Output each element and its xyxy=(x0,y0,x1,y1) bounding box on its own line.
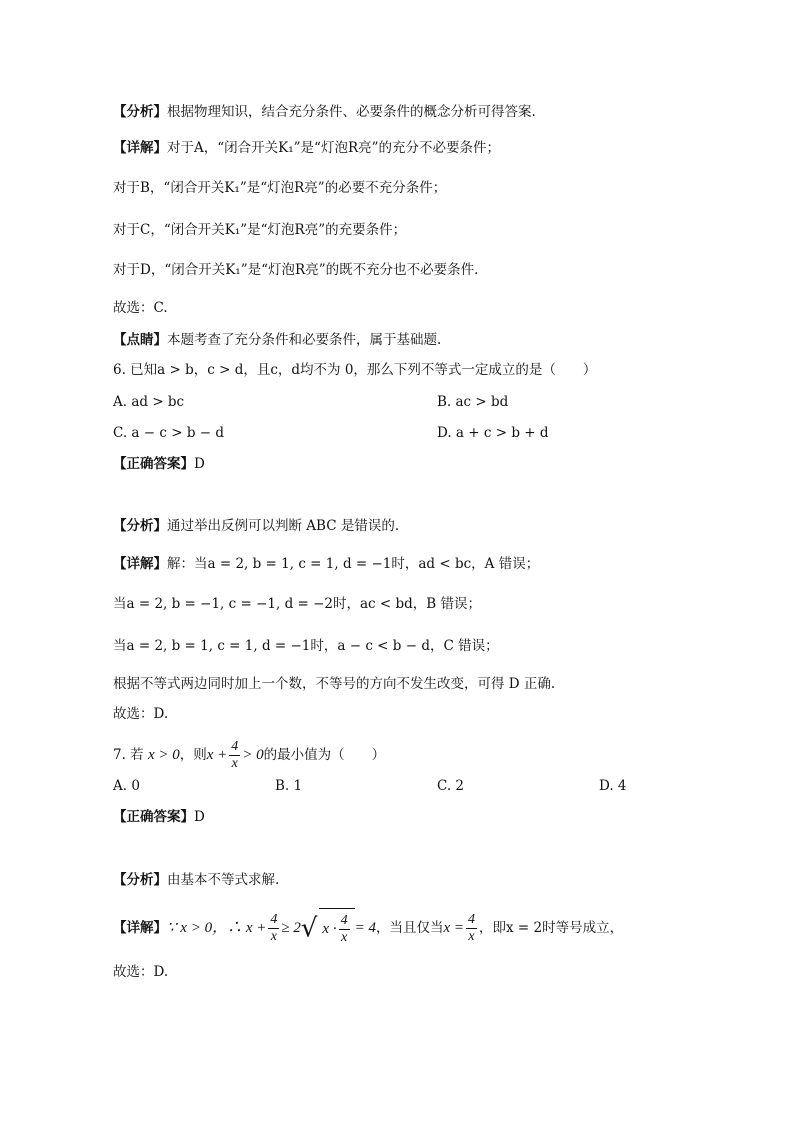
fraction-denominator: x xyxy=(231,756,238,771)
fraction-numerator: 4 xyxy=(340,913,348,928)
fraction-numerator: 4 xyxy=(468,912,475,927)
q7-detail-because: ∵ x > 0，∴ x + xyxy=(167,920,267,936)
q7-choice: 故选：D. xyxy=(113,964,169,980)
comment-text: 本题考查了充分条件和必要条件，属于基础题. xyxy=(167,332,442,348)
q6-option-a: A. ad > bc xyxy=(113,394,185,410)
q7-detail-eq4: = 4 xyxy=(354,920,376,936)
q6-detail-3: 当a = 2, b = 1, c = 1, d = −1时，a − c < b − d，C 错误； xyxy=(113,638,499,654)
q6-option-b: B. ac > bd xyxy=(437,394,509,410)
answer-label: 【正确答案】 xyxy=(113,456,194,472)
q6-analysis xyxy=(113,516,399,536)
detail-label: 【详解】 xyxy=(113,140,167,156)
answer-value: D xyxy=(194,456,205,472)
sqrt-icon: √ xyxy=(300,913,318,944)
q5-detail-c: 对于C，“闭合开关K₁”是“灯泡R亮”的充要条件； xyxy=(113,222,407,238)
q7-detail-fraction xyxy=(268,912,279,945)
q6-answer xyxy=(113,454,205,474)
q5-detail-a xyxy=(113,138,500,158)
q5-detail-b: 对于B，“闭合开关K₁”是“灯泡R亮”的必要不充分条件； xyxy=(113,180,447,196)
analysis-label: 【分析】 xyxy=(113,104,167,120)
detail-label: 【详解】 xyxy=(113,920,167,936)
analysis-text: 通过举出反例可以判断 ABC 是错误的. xyxy=(167,518,400,534)
q7-stem-mid: ，则 xyxy=(179,747,207,763)
q7-option-d: D. 4 xyxy=(599,778,627,794)
q5-detail-d: 对于D，“闭合开关K₁”是“灯泡R亮”的既不充分也不必要条件. xyxy=(113,262,479,278)
q7-stem-prefix: 7. 若 xyxy=(113,747,144,763)
q5-comment xyxy=(113,330,441,350)
q6-detail-2: 当a = 2, b = −1, c = −1, d = −2时，ac < bd，B 错误； xyxy=(113,596,482,612)
q7-detail-tail: ，即x = 2时等号成立， xyxy=(479,920,624,936)
q7-analysis xyxy=(113,870,279,890)
answer-label: 【正确答案】 xyxy=(113,809,194,825)
analysis-label: 【分析】 xyxy=(113,518,167,534)
fraction-denominator: x xyxy=(270,929,277,944)
q7-detail-mid: ，当且仅当 xyxy=(375,920,444,936)
q7-detail-x-eq: x = xyxy=(443,920,464,936)
q7-stem-suffix: 的最小值为（ ） xyxy=(263,747,386,763)
detail-text: 对于A，“闭合开关K₁”是“灯泡R亮”的充分不必要条件； xyxy=(167,140,501,156)
analysis-text: 根据物理知识，结合充分条件、必要条件的概念分析可得答案. xyxy=(167,104,536,120)
q7-option-c: C. 2 xyxy=(437,778,465,794)
q5-choice: 故选：C. xyxy=(113,300,168,316)
q7-detail-ge: ≥ 2 xyxy=(281,920,301,936)
q7-detail xyxy=(113,908,623,949)
q7-sqrt-content xyxy=(319,908,354,949)
q7-condition: x > 0 xyxy=(147,747,180,763)
comment-label: 【点睛】 xyxy=(113,332,167,348)
q7-detail-fraction-2 xyxy=(466,912,477,945)
q6-choice: 故选：D. xyxy=(113,706,169,722)
q7-fraction xyxy=(229,739,240,772)
answer-value: D xyxy=(194,809,205,825)
q5-analysis xyxy=(113,102,536,122)
detail-label: 【详解】 xyxy=(113,556,167,572)
q7-sqrt-x: x · xyxy=(322,921,337,937)
q6-stem: 6. 已知a > b，c > d，且c，d均不为 0，那么下列不等式一定成立的是（ ） xyxy=(113,362,597,378)
fraction-numerator: 4 xyxy=(270,912,278,927)
fraction-denominator: x xyxy=(340,930,348,945)
q7-sqrt-fraction xyxy=(339,913,350,946)
q6-option-c: C. a − c > b − d xyxy=(113,425,225,441)
q7-option-b: B. 1 xyxy=(275,778,303,794)
detail-text: 解：当a = 2, b = 1, c = 1, d = −1时，ad < bc，A 错误； xyxy=(167,556,540,572)
q7-answer xyxy=(113,807,205,827)
fraction-numerator: 4 xyxy=(231,739,239,754)
q7-stem xyxy=(113,737,385,773)
q6-detail-1 xyxy=(113,554,539,574)
q7-option-a: A. 0 xyxy=(113,778,140,794)
q6-option-d: D. a + c > b + d xyxy=(437,425,549,441)
q7-expr-x: x + xyxy=(206,747,228,763)
q6-detail-4: 根据不等式两边同时加上一个数，不等号的方向不发生改变，可得 D 正确. xyxy=(113,676,556,692)
analysis-text: 由基本不等式求解. xyxy=(167,872,280,888)
q7-expr-tail: > 0 xyxy=(242,747,264,763)
fraction-denominator: x xyxy=(468,929,475,944)
analysis-label: 【分析】 xyxy=(113,872,167,888)
